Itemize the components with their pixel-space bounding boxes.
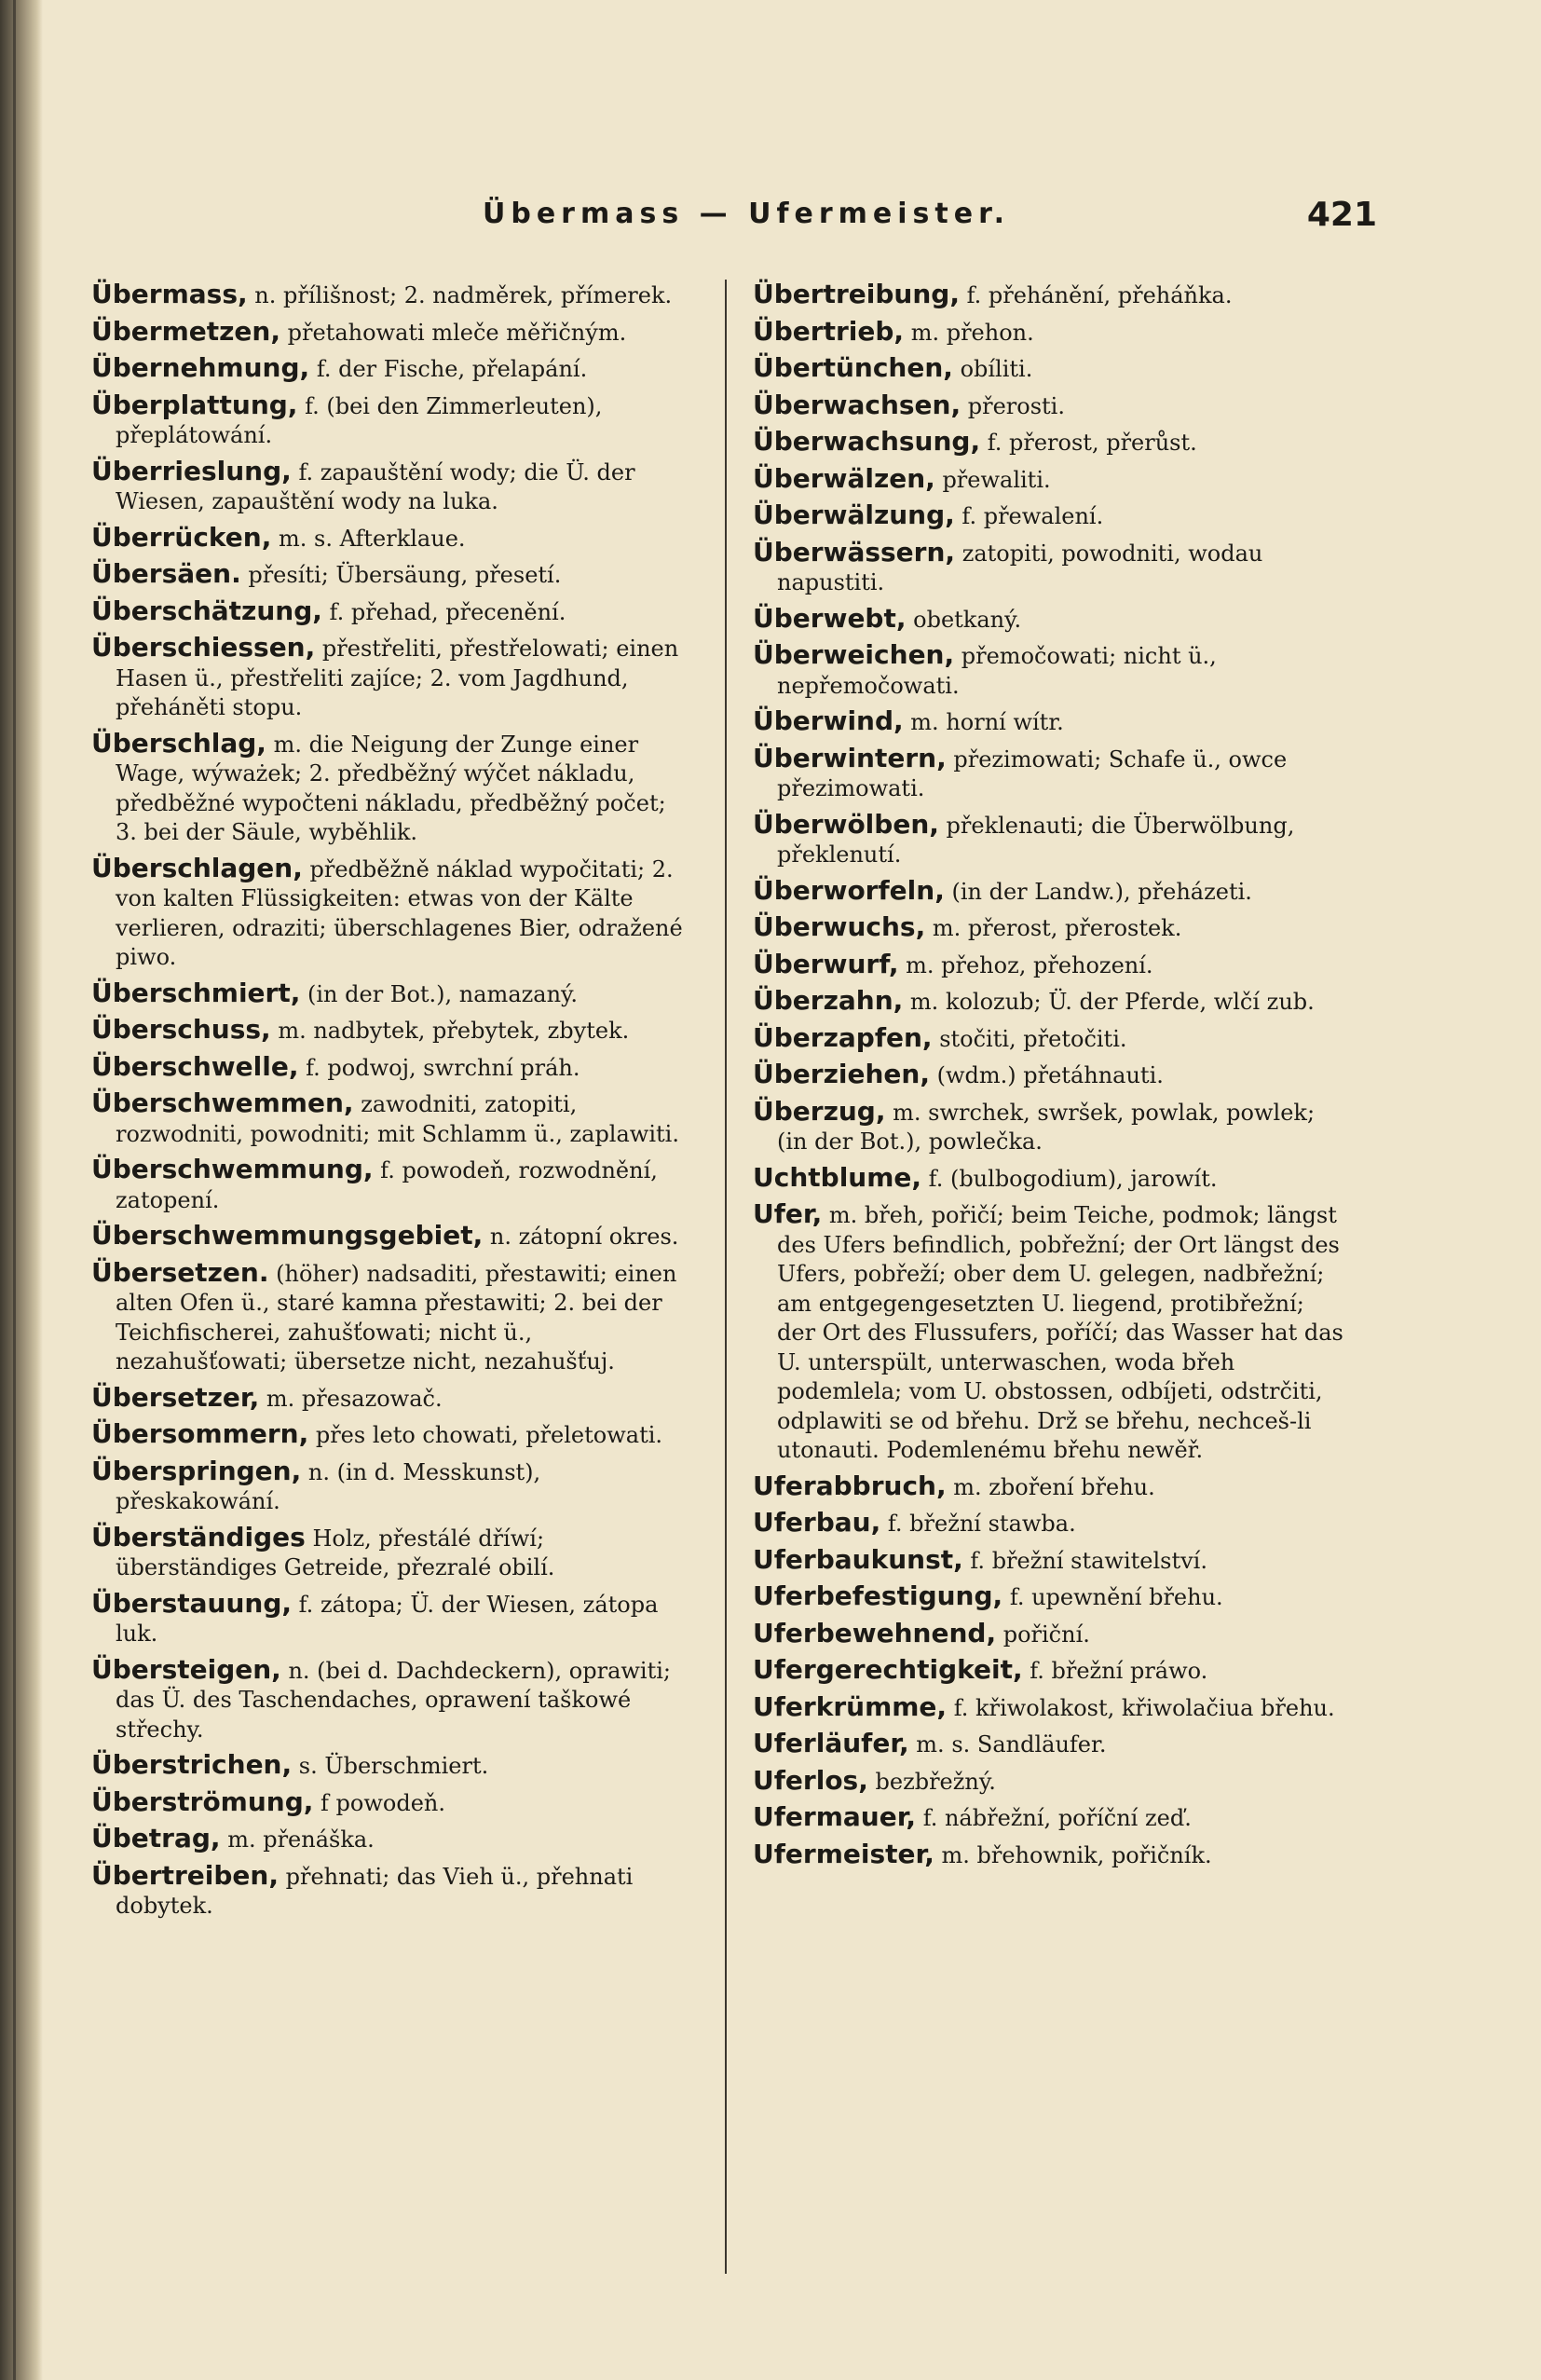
entry-headword: Überstauung, (91, 1587, 293, 1619)
entry-definition: přehnati; das Vieh ü., přehnati dobytek. (116, 1863, 634, 1919)
entry-definition: f. nábřežní, poříční zeď. (922, 1805, 1192, 1831)
entry-definition: f powodeň. (320, 1789, 446, 1816)
dictionary-entry (753, 1163, 1349, 1195)
entry-definition: m. kolozub; Ü. der Pferde, wlčí zub. (909, 989, 1315, 1015)
entry-headword: Überschmiert, (91, 977, 301, 1008)
dictionary-entry (91, 1787, 688, 1819)
entry-headword: Übersteigen, (91, 1653, 281, 1685)
dictionary-entry (753, 1508, 1349, 1539)
dictionary-entry (91, 633, 688, 723)
entry-headword: Überschiessen, (91, 632, 316, 663)
dictionary-entry (753, 1840, 1349, 1871)
entry-headword: Überwintern, (753, 742, 947, 773)
entry-headword: Überrieslung, (91, 455, 292, 486)
dictionary-entry (91, 1750, 688, 1782)
dictionary-entry (753, 810, 1349, 870)
entry-definition: n. (in d. Messkunst), přeskakowání. (116, 1458, 541, 1514)
dictionary-entry (91, 559, 688, 591)
entry-headword: Uferkrümme, (753, 1690, 948, 1722)
entry-headword: Überschwelle, (91, 1050, 299, 1082)
entry-headword: Überständiges (91, 1521, 306, 1552)
entry-definition: pořiční. (1002, 1621, 1090, 1648)
entry-definition: m. přerost, přerostek. (932, 915, 1182, 941)
entry-definition: předběžně náklad wypočitati; 2. von kalten Flüssigkeiten: etwas von der Kälte verlieren, odraziti; überschlagenes Bier, odražené piwo. (116, 855, 683, 970)
entry-headword: Uferbaukunst, (753, 1543, 963, 1575)
entry-headword: Übersetzer, (91, 1381, 260, 1413)
entry-headword: Überschuss, (91, 1014, 271, 1045)
dictionary-entry (91, 1589, 688, 1649)
entry-headword: Übermetzen, (91, 315, 280, 347)
dictionary-entry (91, 1052, 688, 1084)
dictionary-entry (91, 1824, 688, 1855)
entry-definition: f. podwoj, swrchní práh. (306, 1054, 580, 1081)
entry-headword: Ufer, (753, 1198, 823, 1229)
dictionary-entry (753, 986, 1349, 1018)
entry-headword: Überwuchs, (753, 911, 926, 942)
dictionary-entry (753, 912, 1349, 944)
entry-definition: f. břežní stawba. (887, 1511, 1076, 1537)
dictionary-entry (753, 1655, 1349, 1687)
running-head (91, 186, 1377, 242)
column-divider (725, 280, 727, 2274)
dictionary-entry (91, 1861, 688, 1922)
dictionary-entry (91, 280, 688, 311)
entry-headword: Uferläufer, (753, 1728, 909, 1758)
entry-definition: m. die Neigung der Zunge einer Wage, wýważek; 2. předběžný wýčet nákladu, předběžné wypočteni nákladu, předběžný počet; 3. bei der Säule, wyběhlik. (116, 731, 666, 845)
entry-definition: f. křiwolakost, křiwolačiua břehu. (953, 1694, 1335, 1721)
entry-definition: m. přehoz, přehození. (906, 951, 1153, 978)
dictionary-entry (91, 1383, 688, 1415)
entry-definition: n. přílišnost; 2. nadměrek, přímerek. (254, 282, 673, 308)
dictionary-entry (753, 1060, 1349, 1091)
entry-definition: f. zapauštění wody; die Ü. der Wiesen, zapauštění wody na luka. (116, 458, 635, 514)
entry-headword: Übersommern, (91, 1418, 309, 1449)
right-column (753, 280, 1349, 1876)
entry-headword: Uferbau, (753, 1507, 881, 1538)
entry-definition: přerosti. (967, 392, 1065, 419)
entry-headword: Überwässern, (753, 536, 956, 568)
entry-headword: Überweichen, (753, 639, 955, 670)
entry-definition: bezbřežný. (875, 1768, 996, 1795)
entry-headword: Überschwemmung, (91, 1154, 374, 1184)
entry-definition: zatopiti, powodniti, wodau napustiti. (777, 540, 1263, 595)
entry-headword: Überwurf, (753, 948, 899, 979)
entry-definition: přewaliti. (942, 466, 1051, 493)
entry-headword: Überziehen, (753, 1059, 930, 1089)
dictionary-entry (753, 706, 1349, 738)
entry-definition: m. swrchek, swršek, powlak, powlek; (in der Bot.), powlečka. (777, 1099, 1316, 1155)
dictionary-entry (753, 464, 1349, 496)
entry-definition: m. břehownik, pořičník. (941, 1841, 1212, 1868)
dictionary-entry (753, 280, 1349, 311)
entry-headword: Überwälzung, (753, 499, 955, 530)
entry-definition: přetahowati mleče měřičným. (287, 319, 627, 346)
dictionary-entry (91, 1088, 688, 1149)
entry-headword: Übertreibung, (753, 279, 960, 309)
dictionary-page (91, 186, 1377, 2311)
page-number: 421 (1306, 196, 1377, 234)
entry-definition: m. s. Afterklaue. (279, 525, 466, 552)
entry-headword: Übernehmung, (91, 352, 310, 383)
entry-definition: m. břeh, pořičí; beim Teiche, podmok; längst des Ufers befindlich, pobřežní; der Ort längst des Ufers, pobřeží; ober dem U. gelegen, nadbřežní; am entgegengesetzten U. liegend, protibřežní; der Ort des Flussufers, poříčí; das Wasser hat das U. unterspült, unterwaschen, woda břeh podemlela; vom U. obstossen, odbíjeti, odstrčiti, odplawiti se od břehu. Drž se břehu, nechceš-li utonauti. Podemlenému břehu newěř. (777, 1202, 1343, 1463)
left-column (91, 280, 688, 1927)
dictionary-entry (91, 1457, 688, 1517)
dictionary-entry (753, 317, 1349, 349)
entry-definition: přestřeliti, přestřelowati; einen Hasen ü., přestřeliti zajíce; 2. vom Jagdhund, přeháněti stopu. (116, 636, 679, 720)
entry-headword: Übertrieb, (753, 315, 905, 347)
entry-headword: Uferlos, (753, 1764, 868, 1796)
entry-headword: Überschlag, (91, 727, 266, 759)
dictionary-entry (753, 1581, 1349, 1613)
dictionary-entry (91, 1015, 688, 1046)
entry-headword: Überwälzen, (753, 462, 935, 494)
entry-definition: f. der Fische, přelapání. (316, 356, 588, 382)
entry-headword: Überworfeln, (753, 874, 945, 906)
dictionary-entry (753, 390, 1349, 422)
entry-headword: Übermass, (91, 279, 248, 309)
entry-definition: f. (bei den Zimmerleuten), přeplátowání. (116, 392, 603, 448)
entry-definition: (höher) nadsaditi, přestawiti; einen alten Ofen ü., staré kamna přestawiti; 2. bei der Teichfischerei, zahušťowati; nicht ü., nezahušťowati; übersetze nicht, nezahušťuj. (116, 1260, 677, 1375)
entry-definition: f. přehad, přecenění. (329, 598, 566, 625)
running-title: Übermass — Ufermeister. (483, 198, 1010, 230)
dictionary-entry (91, 523, 688, 554)
dictionary-entry (753, 1545, 1349, 1577)
entry-headword: Überschwemmen, (91, 1087, 354, 1118)
entry-headword: Überzahn, (753, 985, 904, 1016)
entry-definition: stočiti, přetočiti. (939, 1025, 1127, 1052)
entry-definition: n. zátopní okres. (489, 1224, 679, 1250)
entry-headword: Überzug, (753, 1095, 886, 1127)
entry-definition: m. přesazowač. (266, 1385, 443, 1412)
entry-definition: s. Überschmiert. (298, 1753, 489, 1779)
entry-definition: (in der Bot.), namazaný. (307, 980, 579, 1007)
entry-definition: f. přerost, přerůst. (987, 430, 1197, 456)
dictionary-entry (753, 1692, 1349, 1724)
dictionary-entry (91, 317, 688, 349)
entry-headword: Ufermeister, (753, 1838, 934, 1869)
entry-definition: f. powodeň, rozwodnění, zatopení. (116, 1157, 658, 1213)
entry-headword: Übetrag, (91, 1823, 221, 1853)
entry-headword: Uferbefestigung, (753, 1580, 1003, 1611)
entry-headword: Uchtblume, (753, 1161, 922, 1193)
entry-headword: Übertreiben, (91, 1859, 279, 1891)
dictionary-entry (753, 876, 1349, 908)
dictionary-entry (753, 1766, 1349, 1798)
entry-definition: přezimowati; Schafe ü., owce přezimowati. (777, 745, 1288, 801)
entry-headword: Ufergerechtigkeit, (753, 1654, 1023, 1685)
entry-definition: Holz, přestálé dříwí; überständiges Getreide, přezralé obilí. (116, 1525, 555, 1580)
entry-definition: f. břežní stawitelství. (970, 1547, 1207, 1574)
dictionary-entry (753, 1471, 1349, 1503)
entry-definition: (in der Landw.), přeházeti. (951, 878, 1252, 905)
dictionary-entry (91, 390, 688, 451)
entry-definition: překlenauti; die Überwölbung, překlenutí. (777, 812, 1295, 868)
dictionary-entry (91, 457, 688, 517)
entry-headword: Überströmung, (91, 1785, 314, 1817)
entry-headword: Übersäen. (91, 558, 241, 589)
entry-headword: Überwebt, (753, 602, 907, 634)
dictionary-entry (91, 978, 688, 1010)
entry-headword: Überzapfen, (753, 1021, 933, 1053)
entry-definition: zawodniti, zatopiti, rozwodniti, powodniti; mit Schlamm ü., zaplawiti. (116, 1091, 679, 1147)
entry-headword: Überspringen, (91, 1455, 302, 1486)
dictionary-entry (753, 1729, 1349, 1760)
dictionary-entry (753, 640, 1349, 701)
entry-headword: Ufermauer, (753, 1801, 917, 1832)
entry-definition: m. přenáška. (227, 1826, 375, 1853)
entry-definition: m. horní wítr. (910, 709, 1064, 735)
entry-definition: (wdm.) přetáhnauti. (936, 1062, 1164, 1088)
entry-definition: přesíti; Übersäung, přesetí. (248, 562, 562, 588)
dictionary-entry (753, 500, 1349, 532)
entry-definition: m. nadbytek, přebytek, zbytek. (278, 1018, 630, 1044)
entry-headword: Überwachsung, (753, 426, 981, 457)
entry-definition: obetkaný. (913, 606, 1022, 633)
entry-headword: Überrücken, (91, 521, 272, 553)
dictionary-entry (91, 1155, 688, 1215)
entry-definition: f. přehánění, přeháňka. (966, 282, 1233, 308)
entry-headword: Überschlagen, (91, 852, 303, 883)
dictionary-entry (91, 596, 688, 628)
dictionary-entry (753, 1097, 1349, 1157)
entry-definition: m. s. Sandläufer. (916, 1731, 1107, 1758)
entry-headword: Uferbewehnend, (753, 1617, 997, 1648)
dictionary-entry (753, 604, 1349, 636)
dictionary-entry (91, 1419, 688, 1451)
dictionary-entry (753, 950, 1349, 981)
dictionary-entry (753, 1619, 1349, 1650)
entry-definition: m. zboření břehu. (953, 1473, 1155, 1500)
dictionary-entry (753, 427, 1349, 458)
book-gutter-shadow (0, 0, 43, 2380)
entry-definition: f. přewalení. (961, 503, 1104, 529)
entry-definition: m. přehon. (910, 319, 1034, 346)
entry-definition: f. (bulbogodium), jarowít. (928, 1165, 1218, 1192)
entry-definition: n. (bei d. Dachdeckern), oprawiti; das Ü. des Taschendaches, oprawení taškowé střechy. (116, 1657, 672, 1743)
entry-headword: Überwind, (753, 705, 904, 736)
dictionary-entry (753, 353, 1349, 385)
entry-headword: Übersetzen. (91, 1256, 269, 1288)
dictionary-entry (91, 729, 688, 848)
dictionary-entry (91, 1258, 688, 1377)
entry-definition: f. zátopa; Ü. der Wiesen, zátopa luk. (116, 1591, 659, 1647)
dictionary-entry (91, 353, 688, 385)
entry-headword: Übertünchen, (753, 352, 953, 383)
entry-headword: Überwachsen, (753, 389, 961, 420)
dictionary-entry (753, 1023, 1349, 1055)
entry-definition: obíliti. (960, 356, 1033, 382)
dictionary-entry (91, 1221, 688, 1252)
entry-definition: přes leto chowati, přeletowati. (315, 1422, 663, 1448)
dictionary-entry (753, 1199, 1349, 1466)
dictionary-entry (753, 1802, 1349, 1834)
entry-definition: f. břežní práwo. (1030, 1658, 1208, 1684)
entry-headword: Uferabbruch, (753, 1470, 947, 1501)
dictionary-entry (91, 1523, 688, 1583)
entry-headword: Überwölben, (753, 808, 939, 840)
entry-headword: Überstrichen, (91, 1749, 293, 1780)
dictionary-entry (91, 854, 688, 973)
entry-headword: Überschätzung, (91, 595, 322, 626)
entry-definition: f. upewnění břehu. (1009, 1584, 1223, 1610)
entry-headword: Überplattung, (91, 389, 298, 420)
dictionary-entry (91, 1655, 688, 1745)
dictionary-entry (753, 538, 1349, 598)
entry-headword: Überschwemmungsgebiet, (91, 1220, 484, 1251)
dictionary-entry (753, 744, 1349, 804)
entry-definition: přemočowati; nicht ü., nepřemočowati. (777, 643, 1217, 699)
